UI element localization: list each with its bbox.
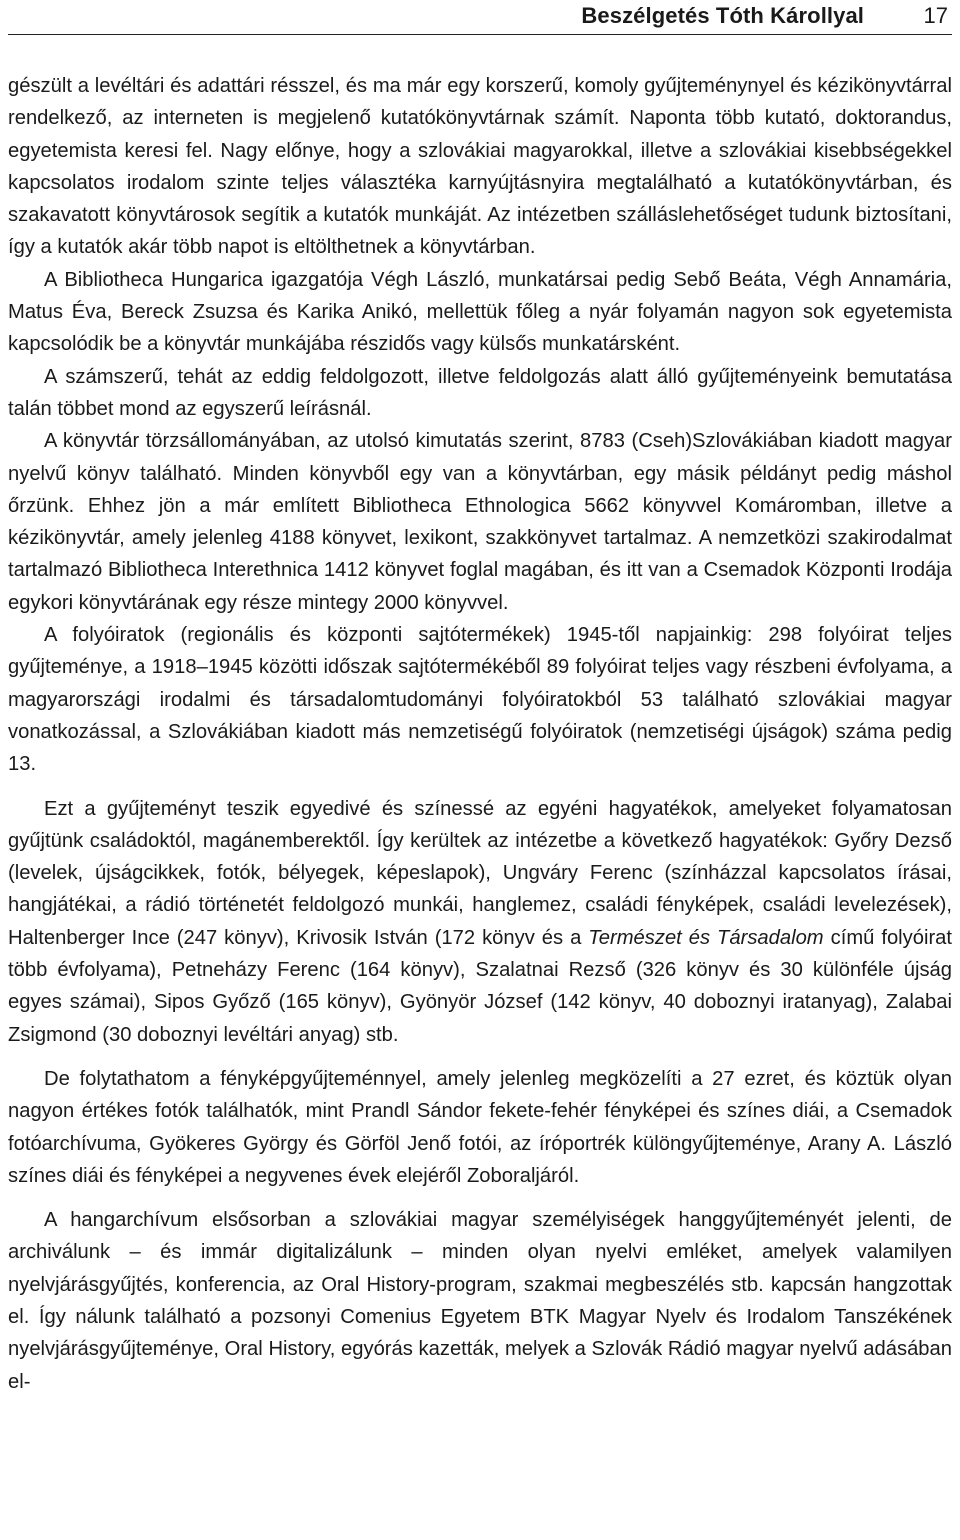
paragraph-6-part-b: című folyóirat több évfolyama), Petneházy Ferenc (164 könyv), Szalatnai Rezső (326 könyv és 30 különféle újság egyes számai), Sipos Győző (165 könyv), Gyönyör József (142 könyv, 40 doboznyi iratanyag), Zalabai Zsigmond (30 doboznyi levéltári anyag) stb. (8, 926, 953, 1046)
paragraph-4: A könyvtár törzsállományában, az utolsó kimutatás szerint, 8783 (Cseh)Szlovákiában kiadott magyar nyelvű könyv található. Minden könyvből egy van a könyvtárban, egy másik példányt pedig máshol őrzünk. Ehhez jön a már említett Bibliotheca Ethnologica 5662 könyvvel Komáromban, illetve a kézikönyvtár, amely jelenleg 4188 könyvet, lexikont, szakkönyvet tartalmaz. A nemzetközi szakirodalmat tartalmazó Bibliotheca Interethnica 1412 könyvet foglal magában, és itt van a Csemadok Központi Irodája egykori könyvtárának egy része mintegy 2000 könyvvel. (8, 430, 952, 614)
page-number: 17 (923, 3, 948, 28)
periodical-title: Természet és Társadalom (588, 926, 824, 949)
paragraph-6-part-a: Ezt a gyűjteményt teszik egyedivé és színessé az egyéni hagyatékok, amelyeket folyamatosan gyűjtünk családoktól, magánemberektől. Így kerültek az intézetbe a következő hagyatékok: Győry Dezső (levelek, újságcikkek, fotók, bélyegek, képeslapok), Ungváry Ferenc (színházzal kapcsolatos írásai, hangjátékai, a rádió történetét feldolgozó munkái, hanglemez, családi fényképek, családi levelezések), Haltenberger Ince (247 könyv), Krivosik István (172 könyv és a (8, 797, 952, 949)
paragraph-2: A Bibliotheca Hungarica igazgatója Végh László, munkatársai pedig Sebő Beáta, Végh Annamária, Matus Éva, Bereck Zsuzsa és Karika Anikó, mellettük főleg a nyár folyamán nagyon sok egyetemista kapcsolódik be a könyvtár munkájába részidős vagy külsős munkatársként. (8, 268, 952, 356)
paragraph-3: A számszerű, tehát az eddig feldolgozott, illetve feldolgozás alatt álló gyűjteményeink bemutatása talán többet mond az egyszerű leírásnál. (8, 365, 952, 420)
paragraph-5: A folyóiratok (regionális és központi sajtótermékek) 1945-től napjainkig: 298 folyóirat teljes gyűjteménye, a 1918–1945 közötti időszak sajtótermékéből 89 folyóirat teljes vagy részbeni évfolyama, a magyarországi irodalmi és társadalomtudományi folyóiratokból 53 található szlovákiai magyar vonatkozással, a Szlovákiában kiadott más nemzetiségű folyóiratok (nemzetiségi újságok) száma pedig 13. (8, 624, 952, 776)
paragraph-6 (8, 793, 952, 1051)
running-title: Beszélgetés Tóth Károllyal (581, 3, 864, 28)
running-header (8, 0, 952, 35)
paragraph-7: De folytathatom a fényképgyűjteménnyel, amely jelenleg megközelíti a 27 ezret, és köztük olyan nagyon értékes fotók találhatók, mint Prandl Sándor fekete-fehér fényképei és színes diái, a Csemadok fotóarchívuma, Gyökeres György és Görföl Jenő fotói, az íróportrék különgyűjteménye, Arany A. László színes diái és fényképei a negyvenes évek elejéről Zoboraljáról. (8, 1067, 952, 1187)
paragraph-1: gészült a levéltári és adattári résszel, és ma már egy korszerű, komoly gyűjteménynyel és kézikönyvtárral rendelkező, az interneten is megjelenő kutatókönyvtárnak számít. Naponta több kutató, doktorandus, egyetemista keresi fel. Nagy előnye, hogy a szlovákiai magyarokkal, illetve a szlovákiai kisebbségekkel kapcsolatos irodalom szinte teljes választéka karnyújtásnyira megtalálható a kutatókönyvtárban, és szakavatott könyvtárosok segítik a kutatók munkáját. Az intézetben szálláslehetőséget tudunk biztosítani, így a kutatók akár több napot is eltölthetnek a könyvtárban. (8, 75, 952, 259)
paragraph-8: A hangarchívum elsősorban a szlovákiai magyar személyiségek hanggyűjteményét jelenti, de archiválunk – és immár digitalizálunk – minden olyan nyelvi emléket, amelyek valamilyen nyelvjárásgyűjtés, konferencia, az Oral History-program, szakmai megbeszélés stb. kapcsán hangzottak el. Így nálunk található a pozsonyi Comenius Egyetem BTK Magyar Nyelv és Irodalom Tanszékének nyelvjárásgyűjteménye, Oral History, egyórás kazetták, melyek a Szlovák Rádió magyar nyelvű adásában el- (8, 1209, 952, 1393)
body-text (8, 70, 952, 1398)
